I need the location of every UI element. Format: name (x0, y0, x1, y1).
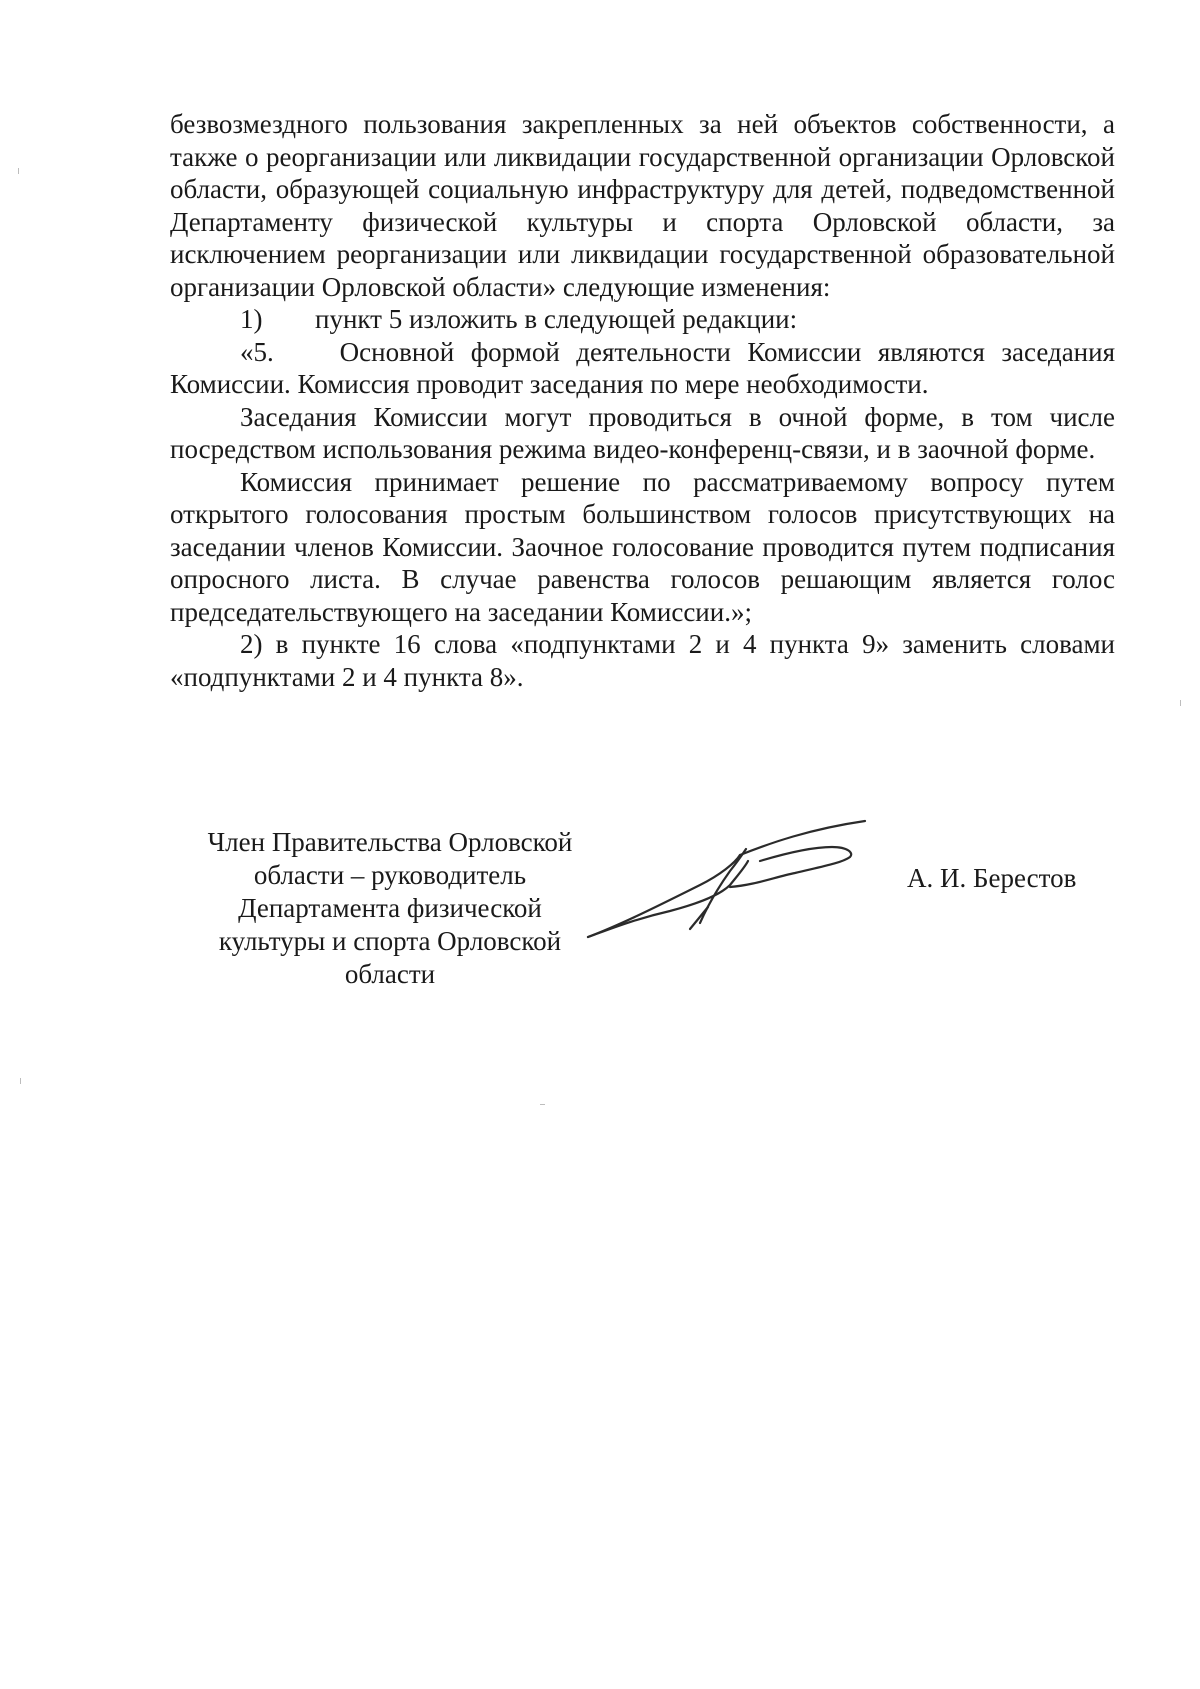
quoted-clause-5 (170, 336, 1115, 401)
amendment-item-2: 2) в пункте 16 слова «подпунктами 2 и 4 пункта 9» заменить словами «подпунктами 2 и 4 пункта 8». (170, 629, 1115, 692)
quoted-clause-5-number: «5. (240, 336, 274, 367)
signature-stroke (690, 907, 708, 929)
amendment-item-1-text: пункт 5 изложить в следующей редакции: (315, 304, 798, 334)
amendment-item-1-number: 1) (240, 304, 263, 334)
amendment-item-1 (170, 303, 1115, 336)
signer-name: А. И. Берестов (907, 863, 1077, 893)
meetings-paragraph: Заседания Комиссии могут проводиться в очной форме, в том числе посредством использования режима видео-конференц-связи, и в заочной форме. (170, 401, 1115, 464)
signatory-position (180, 826, 600, 991)
signature-stroke (730, 847, 851, 887)
signatory-position-line: культуры и спорта Орловской (218, 926, 562, 956)
scan-speck (1180, 700, 1181, 706)
signature-stroke (588, 855, 740, 937)
decision-paragraph: Комиссия принимает решение по рассматриваемому вопросу путем открытого голосования простым большинством голосов присутствующих на заседании членов Комиссии. Заочное голосование проводится путем подписания опросного листа. В случае равенства голосов решающим является голос председательствующего на заседании Комиссии.»; (170, 466, 1115, 627)
signatory-position-line: Член Правительства Орловской (207, 827, 573, 857)
scan-speck (540, 1104, 545, 1105)
scan-speck (18, 168, 19, 174)
signature-stroke (588, 861, 748, 937)
signatory-position-line: области (344, 959, 436, 989)
document-body (170, 108, 1115, 693)
continuation-paragraph: безвозмездного пользования закрепленных за ней объектов собственности, а также о реорганизации или ликвидации государственной организации Орловской области, образующей социальную инфраструктуру для детей, подведомственной Департаменту физической культуры и спорта Орловской области, за исключением реорганизации или ликвидации государственной образовательной организации Орловской области» следующие изменения: (170, 109, 1115, 302)
quoted-clause-5-text: Основной формой деятельности Комиссии являются заседания Комиссии. Комиссия проводит заседания по мере необходимости. (170, 336, 1115, 399)
signatory-position-line: области – руководитель (253, 860, 527, 890)
handwritten-signature (580, 815, 870, 945)
scan-speck (20, 1078, 21, 1084)
signatory-position-line: Департамента физической (238, 893, 542, 923)
